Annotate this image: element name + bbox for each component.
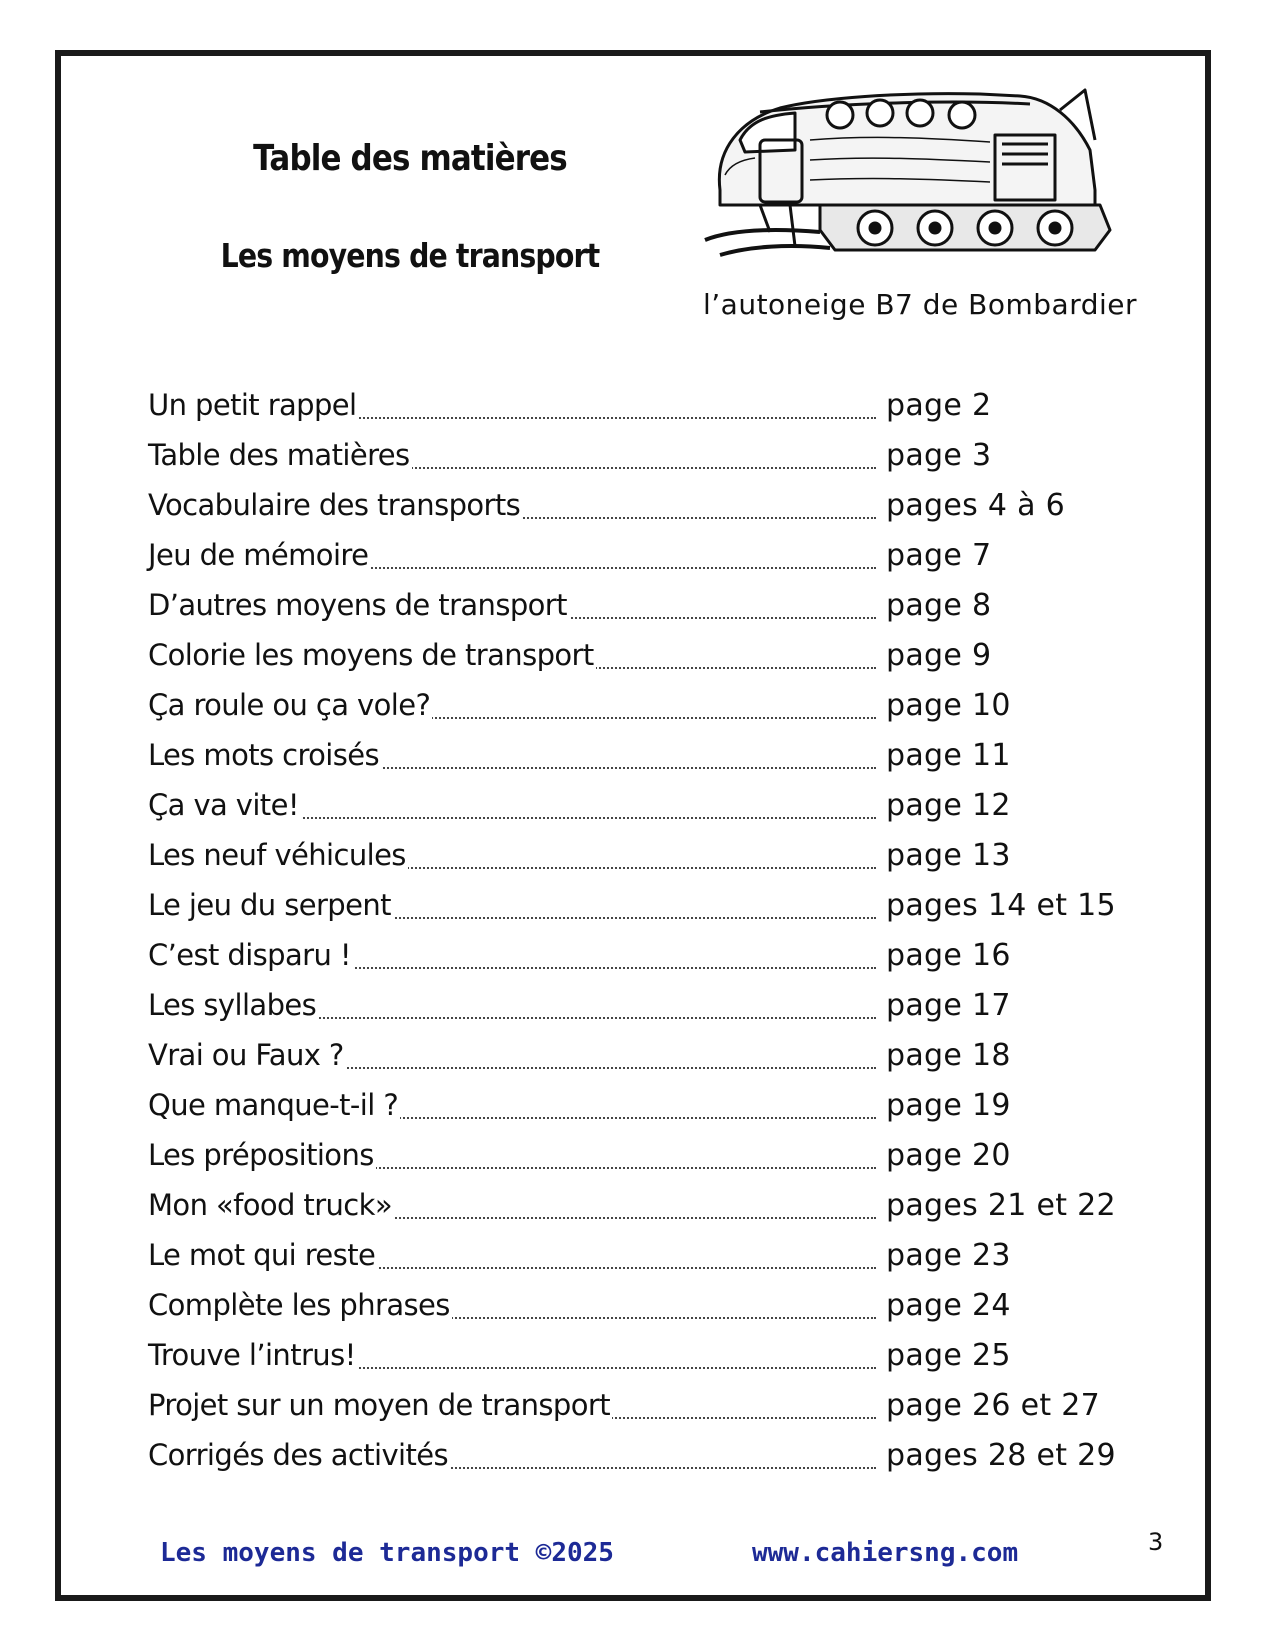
toc-entry bbox=[148, 1188, 1148, 1238]
toc-title: Les mots croisés bbox=[148, 738, 379, 772]
toc-page: pages 4 à 6 bbox=[886, 488, 1066, 523]
toc-page: page 24 bbox=[886, 1288, 1011, 1323]
toc-entry bbox=[148, 1388, 1148, 1438]
toc-entry bbox=[148, 1338, 1148, 1388]
page-number: 3 bbox=[1148, 1528, 1164, 1556]
toc-title: Ça va vite! bbox=[148, 788, 299, 822]
footer-website-link[interactable]: www.cahiersng.com bbox=[752, 1538, 1019, 1568]
toc-title: Que manque-t-il ? bbox=[148, 1088, 399, 1122]
toc-entry bbox=[148, 1088, 1148, 1138]
toc-title: Vocabulaire des transports bbox=[148, 488, 521, 522]
snowmobile-illustration bbox=[700, 80, 1160, 280]
toc-title: Les prépositions bbox=[148, 1138, 374, 1172]
toc-page: page 9 bbox=[886, 638, 992, 673]
toc-page: page 20 bbox=[886, 1138, 1011, 1173]
toc-page: page 23 bbox=[886, 1238, 1011, 1273]
toc-page: page 16 bbox=[886, 938, 1011, 973]
toc-title: Corrigés des activités bbox=[148, 1438, 449, 1472]
toc-entry bbox=[148, 488, 1148, 538]
toc-entry bbox=[148, 1438, 1148, 1488]
toc-entry bbox=[148, 738, 1148, 788]
toc-title: Trouve l’intrus! bbox=[148, 1338, 356, 1372]
toc-entry bbox=[148, 1038, 1148, 1088]
page-subtitle: Les moyens de transport bbox=[220, 236, 600, 275]
toc-entry bbox=[148, 438, 1148, 488]
toc-title: Table des matières bbox=[148, 438, 410, 472]
toc-title: Les neuf véhicules bbox=[148, 838, 406, 872]
toc-title: Le mot qui reste bbox=[148, 1238, 376, 1272]
image-caption: l’autoneige B7 de Bombardier bbox=[702, 288, 1138, 321]
toc-entry bbox=[148, 1238, 1148, 1288]
toc-entry bbox=[148, 838, 1148, 888]
toc-title: Projet sur un moyen de transport bbox=[148, 1388, 610, 1422]
toc-entry bbox=[148, 688, 1148, 738]
toc-entry bbox=[148, 1138, 1148, 1188]
toc-title: Jeu de mémoire bbox=[148, 538, 369, 572]
toc-title: Mon «food truck» bbox=[148, 1188, 392, 1222]
toc-title: D’autres moyens de transport bbox=[148, 588, 567, 622]
toc-entry bbox=[148, 938, 1148, 988]
toc-page: pages 21 et 22 bbox=[886, 1188, 1116, 1223]
toc-page: page 19 bbox=[886, 1088, 1011, 1123]
toc-page: page 10 bbox=[886, 688, 1011, 723]
toc-page: pages 14 et 15 bbox=[886, 888, 1116, 923]
toc-page: page 12 bbox=[886, 788, 1011, 823]
toc-page: page 11 bbox=[886, 738, 1011, 773]
toc-page: page 3 bbox=[886, 438, 992, 473]
toc-entry bbox=[148, 1288, 1148, 1338]
toc-title: Vrai ou Faux ? bbox=[148, 1038, 344, 1072]
toc-page: page 2 bbox=[886, 388, 992, 423]
toc-entry bbox=[148, 788, 1148, 838]
toc-title: Les syllabes bbox=[148, 988, 317, 1022]
toc-entry bbox=[148, 588, 1148, 638]
toc-title: Ça roule ou ça vole? bbox=[148, 688, 431, 722]
toc-entry bbox=[148, 538, 1148, 588]
toc-page: page 17 bbox=[886, 988, 1011, 1023]
toc-entry bbox=[148, 638, 1148, 688]
toc-page: page 8 bbox=[886, 588, 992, 623]
toc-title: Complète les phrases bbox=[148, 1288, 450, 1322]
footer-copyright: Les moyens de transport ©2025 bbox=[160, 1538, 614, 1568]
toc-entry bbox=[148, 988, 1148, 1038]
toc-title: C’est disparu ! bbox=[148, 938, 351, 972]
toc-page: page 18 bbox=[886, 1038, 1011, 1073]
table-of-contents bbox=[148, 388, 1148, 1488]
toc-page: page 26 et 27 bbox=[886, 1388, 1101, 1423]
page-title: Table des matières bbox=[253, 138, 567, 179]
toc-entry bbox=[148, 388, 1148, 438]
toc-entry bbox=[148, 888, 1148, 938]
toc-page: pages 28 et 29 bbox=[886, 1438, 1116, 1473]
toc-title: Le jeu du serpent bbox=[148, 888, 391, 922]
toc-page: page 25 bbox=[886, 1338, 1011, 1373]
toc-page: page 13 bbox=[886, 838, 1011, 873]
toc-title: Colorie les moyens de transport bbox=[148, 638, 594, 672]
toc-page: page 7 bbox=[886, 538, 992, 573]
toc-title: Un petit rappel bbox=[148, 388, 357, 422]
